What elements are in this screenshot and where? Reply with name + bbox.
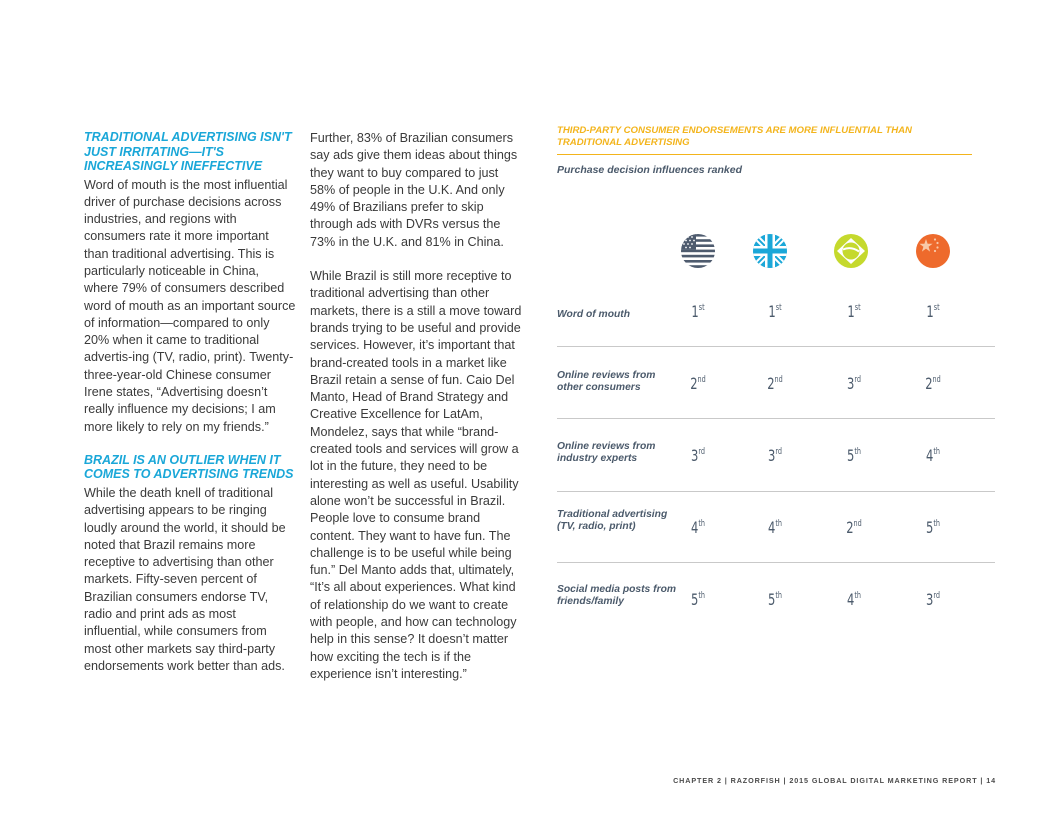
row-label-social-media: Social media posts from friends/family — [557, 584, 677, 607]
brazil-flag-icon — [834, 234, 868, 268]
chart-title-rule — [557, 154, 972, 155]
rank-cell: 4th — [768, 518, 782, 537]
row-label-online-reviews-consumers: Online reviews from other consumers — [557, 370, 656, 393]
left-column — [84, 130, 296, 675]
chart-title: THIRD-PARTY CONSUMER ENDORSEMENTS ARE MORE INFLUENTIAL THAN TRADITIONAL ADVERTISING — [557, 125, 912, 148]
chart-subtitle: Purchase decision influences ranked — [557, 164, 742, 176]
rank-cell: 4th — [926, 446, 940, 465]
rank-cell: 1st — [691, 302, 705, 321]
paragraph-brand-tools: While Brazil is still more receptive to traditional advertising than other markets, there is a still a move toward brands trying to be useful and provide services. However, it’s important that brand-created tools in a market like Brazil retain a sense of fun. Caio Del Manto, Head of Brand Strategy and Creative Excellence for LatAm, Mondelez, says that while “brand-created tools and services will grow a lot in the future, they need to be interesting as well as useful. Usability alone won’t be successful in Brazil. People love to consume brand content. They want to have fun. The challenge is to be useful while being fun.” Del Manto adds that, ultimately, “It’s all about experiences. What kind of relationship do we want to create with people, and how can technology help in this sense? It doesn’t matter how exciting the tech is if the experience isn’t interesting.” — [310, 269, 522, 681]
rank-cell: 5th — [691, 590, 705, 609]
section-heading-brazil: BRAZIL IS AN OUTLIER WHEN IT COMES TO ADVERTISING TRENDS — [84, 452, 294, 482]
rank-cell: 2nd — [925, 374, 941, 393]
paragraph-brazil-stats: Further, 83% of Brazilian consumers say ads give them ideas about things they want to buy compared to just 58% of people in the U.K. And only 49% of Brazilians prefer to skip through ads with DVRs versus the 73% in the U.K. and 81% in China. — [310, 131, 518, 249]
row-divider — [557, 562, 995, 563]
rank-cell: 1st — [768, 302, 782, 321]
section-heading-advertising: TRADITIONAL ADVERTISING ISN'T JUST IRRITATING—IT'S INCREASINGLY INEFFECTIVE — [84, 130, 292, 173]
china-flag-icon — [916, 234, 950, 268]
paragraph-brazil-outlier: While the death knell of traditional advertising appears to be ringing loudly around the world, it should be noted that Brazil remains more receptive to advertising than other markets. Fifty-seven percent of Brazilian consumers endorse TV, radio and print ads as most influential, while consumers from most other markets say third-party endorsements work better than ads. — [84, 485, 286, 673]
rank-cell: 2nd — [846, 518, 862, 537]
rank-cell: 2nd — [767, 374, 783, 393]
us-flag-icon — [681, 234, 715, 268]
rank-cell: 1st — [847, 302, 861, 321]
rank-cell: 5th — [768, 590, 782, 609]
paragraph-word-of-mouth: Word of mouth is the most influential driver of purchase decisions across industries, and regions with consumers rate it more important than traditional advertising. This is particularly noticeable in China, where 79% of consumers described word of mouth as an important source of information—compared to only 20% when it came to traditional advertis-ing (TV, radio, print). Twenty-three-year-old Chinese consumer Irene states, “Advertising doesn’t really influence my decisions; I am more likely to rely on my friends.” — [84, 177, 296, 434]
middle-column — [310, 130, 522, 683]
rank-cell: 2nd — [690, 374, 706, 393]
rank-cell: 3rd — [690, 446, 705, 465]
row-label-online-reviews-experts: Online reviews from industry experts — [557, 441, 656, 464]
rank-cell: 5th — [926, 518, 940, 537]
row-divider — [557, 418, 995, 419]
row-divider — [557, 491, 995, 492]
rank-cell: 4th — [847, 590, 861, 609]
page-footer: CHAPTER 2 | RAZORFISH | 2015 GLOBAL DIGITAL MARKETING REPORT | 14 — [673, 776, 996, 785]
row-label-word-of-mouth: Word of mouth — [557, 309, 631, 320]
rank-cell: 3rd — [846, 374, 861, 393]
rank-cell: 5th — [847, 446, 861, 465]
row-divider — [557, 346, 995, 347]
rank-cell: 3rd — [925, 590, 940, 609]
row-label-traditional-advertising: Traditional advertising (TV, radio, print) — [557, 509, 668, 532]
rank-cell: 4th — [691, 518, 705, 537]
rank-cell: 1st — [926, 302, 940, 321]
uk-flag-icon — [753, 234, 787, 268]
rank-cell: 3rd — [767, 446, 782, 465]
